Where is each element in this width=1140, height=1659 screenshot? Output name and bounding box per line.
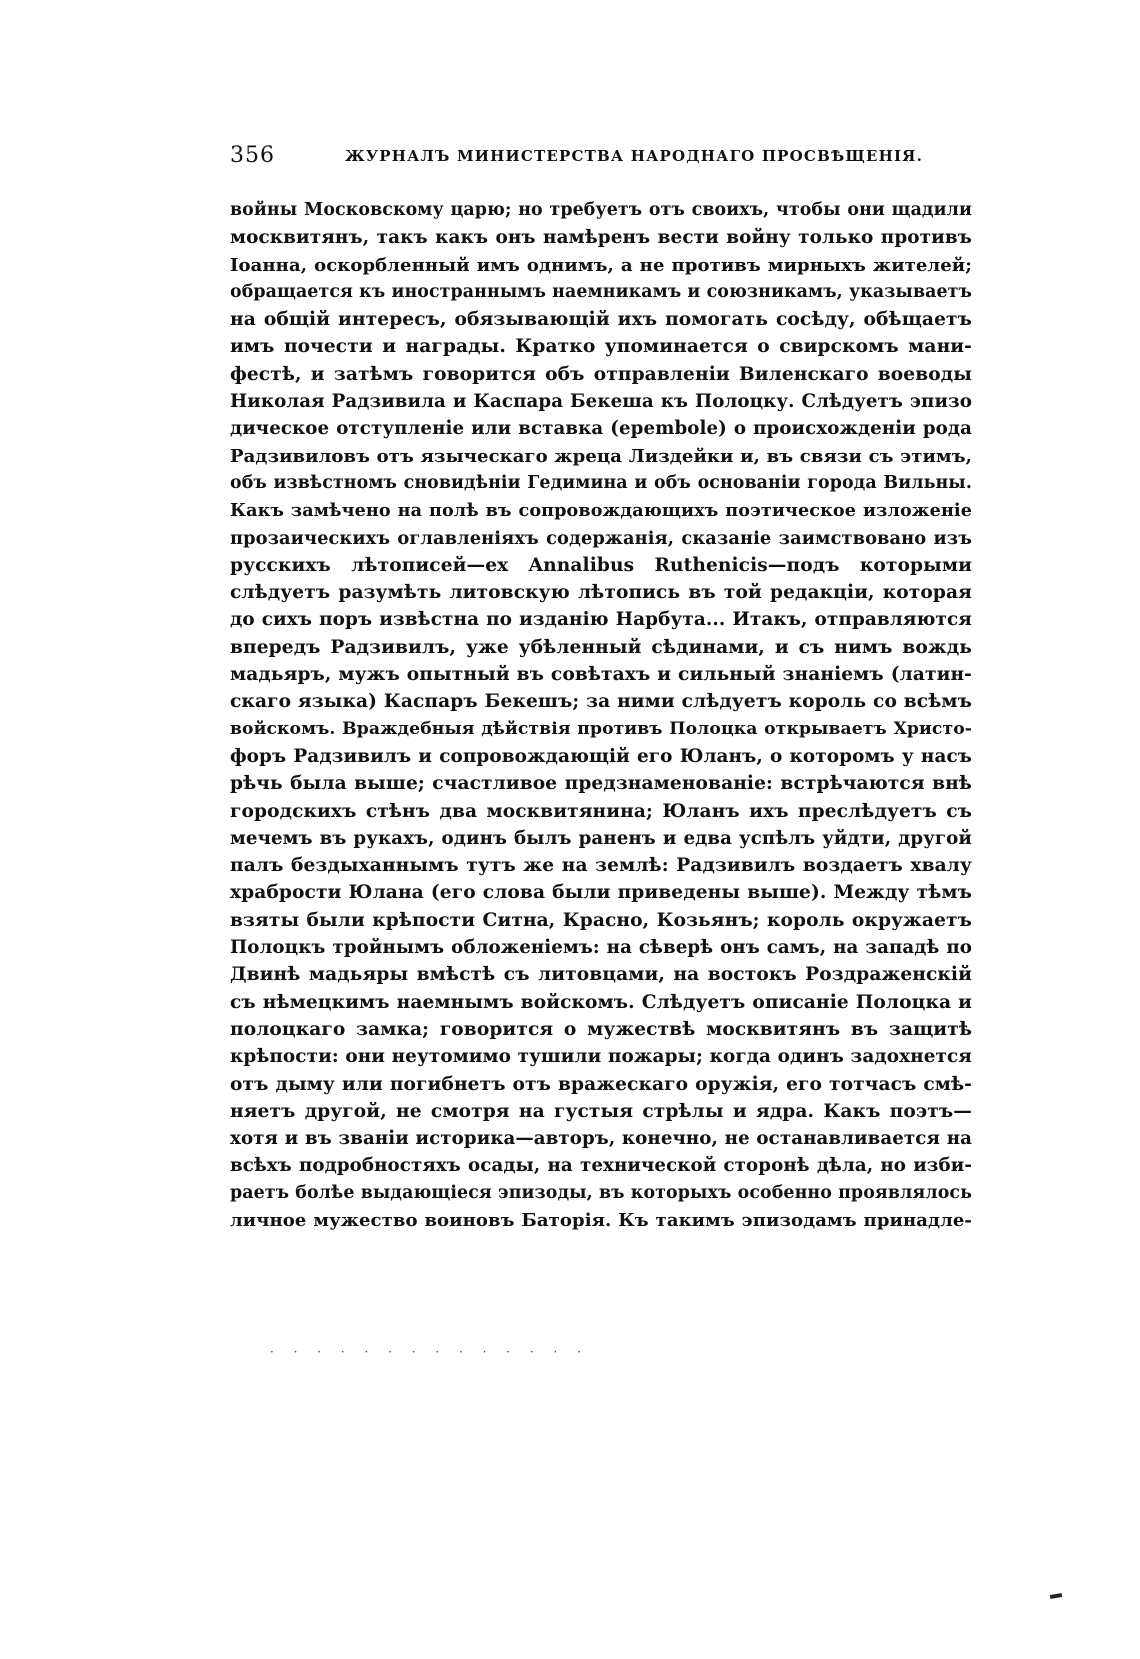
text-line: обращается къ иностраннымъ наемникамъ и союзникамъ, указываетъ (230, 281, 972, 302)
text-line: Двинѣ мадьяры вмѣстѣ съ литовцами, на востокъ Роздраженскій (230, 964, 972, 986)
text-line: фестѣ, и затѣмъ говорится объ отправленіи Виленскаго воеводы (230, 363, 972, 385)
text-line: до сихъ поръ извѣстна по изданію Нарбута... Итакъ, отправляются (230, 609, 972, 631)
text-line: личное мужество воиновъ Баторія. Къ такимъ эпизодамъ принадле- (230, 1209, 972, 1231)
running-title: ЖУРНАЛЪ МИНИСТЕРСТВА НАРОДНАГО ПРОСВѢЩЕНІЯ. (345, 147, 924, 165)
text-line: впередъ Радзивилъ, уже убѣленный сѣдинами, и съ нимъ вождь (230, 636, 972, 658)
text-line: всѣхъ подробностяхъ осады, на технической сторонѣ дѣла, но изби- (230, 1155, 972, 1177)
text-line: полоцкаго замка; говорится о мужествѣ москвитянъ въ защитѣ (230, 1018, 972, 1040)
text-line: скаго языка) Каспаръ Бекешъ; за ними слѣдуетъ король со всѣмъ (230, 691, 972, 713)
scan-mark (1050, 1593, 1063, 1599)
text-line: хотя и въ званіи историка—авторъ, конечно, не останавливается на (230, 1128, 972, 1150)
text-line: форъ Радзивилъ и сопровождающій его Юланъ, о которомъ у насъ (230, 745, 972, 767)
text-line: мечемъ въ рукахъ, одинъ былъ раненъ и едва успѣлъ уйдти, другой (230, 827, 972, 849)
text-line: войскомъ. Враждебныя дѣйствія противъ Полоцка открываетъ Христо- (230, 718, 972, 739)
text-line: крѣпости: они неутомимо тушили пожары; когда одинъ задохнется (230, 1046, 972, 1068)
text-line: слѣдуетъ разумѣть литовскую лѣтопись въ той редакціи, которая (230, 582, 972, 604)
page-number: 356 (230, 143, 275, 168)
text-line: Какъ замѣчено на полѣ въ сопровождающихъ поэтическое изложеніе (230, 500, 972, 522)
text-line: няетъ другой, не смотря на густыя стрѣлы и ядра. Какъ поэтъ— (230, 1100, 972, 1122)
text-line: Іоанна, оскорбленный имъ однимъ, а не противъ мирныхъ жителей; (230, 254, 972, 276)
text-line: Радзивиловъ отъ языческаго жреца Лиздейки и, въ связи съ этимъ, (230, 445, 972, 467)
body-text (230, 197, 972, 1234)
text-line: взяты были крѣпости Ситна, Красно, Козьянъ; король окружаетъ (230, 909, 972, 931)
text-line: на общій интересъ, обязывающій ихъ помогать сосѣду, обѣщаетъ (230, 309, 972, 331)
text-line: Николая Радзивила и Каспара Бекеша къ Полоцку. Слѣдуетъ эпизо (230, 391, 972, 413)
text-line: дическое отступленіе или вставка (eрembole) о происхожденіи рода (230, 418, 972, 440)
text-line: палъ бездыханнымъ тутъ же на землѣ: Радзивилъ воздаетъ хвалу (230, 855, 972, 877)
text-line: объ извѣстномъ сновидѣніи Гедимина и объ основаніи города Вильны. (230, 472, 972, 493)
text-line: имъ почести и награды. Кратко упоминается о свирскомъ мани- (230, 336, 972, 358)
text-line: съ нѣмецкимъ наемнымъ войскомъ. Слѣдуетъ описаніе Полоцка и (230, 991, 972, 1013)
text-line: прозаическихъ оглавленіяхъ содержанія, сказаніе заимствовано изъ (230, 527, 972, 549)
text-line: русскихъ лѣтописей—ex Annalibus Ruthenicis—подъ которыми (230, 554, 972, 576)
text-line: москвитянъ, такъ какъ онъ намѣренъ вести войну только противъ (230, 227, 972, 249)
text-line: войны Московскому царю; но требуетъ отъ своихъ, чтобы они щадили (230, 200, 972, 220)
text-line: рѣчь была выше; счастливое предзнаменованіе: встрѣчаются внѣ (230, 773, 972, 795)
text-line: мадьяръ, мужъ опытный въ совѣтахъ и сильный знаніемъ (латин- (230, 664, 972, 686)
text-line: Полоцкъ тройнымъ обложеніемъ: на сѣверѣ онъ самъ, на западѣ по (230, 937, 972, 959)
text-line: отъ дыму или погибнетъ отъ вражескаго оружія, его тотчасъ смѣ- (230, 1073, 972, 1095)
text-line: городскихъ стѣнъ два москвитянина; Юланъ ихъ преслѣдуетъ съ (230, 800, 972, 822)
scan-specks: · · · · · · · · · · · · · · (270, 1345, 589, 1359)
page-header (230, 143, 924, 173)
text-line: храбрости Юлана (его слова были приведены выше). Между тѣмъ (230, 882, 972, 904)
text-line: раетъ болѣе выдающіеся эпизоды, въ которыхъ особенно проявлялось (230, 1182, 972, 1203)
